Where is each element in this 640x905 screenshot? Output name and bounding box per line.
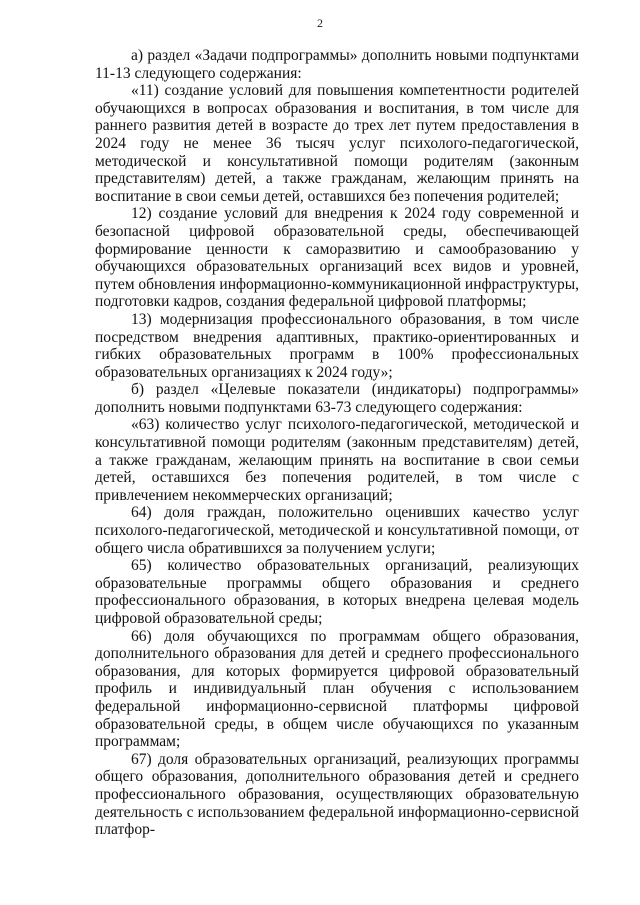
document-body [95, 47, 579, 839]
page-number: 2 [317, 16, 323, 30]
paragraph-item-64: 64) доля граждан, положительно оценивших качество услуг психолого-педагогической, методической и консультативной помощи, от общего числа обратившихся за получением услуги; [95, 504, 579, 557]
paragraph-item-12: 12) создание условий для внедрения к 2024 году современной и безопасной цифровой образовательной среды, обеспечивающей формирование ценности к саморазвитию и самообразованию у обучающихся образовательных организаций всех видов и уровней, путем обновления информационно-коммуникационной инфраструктуры, подготовки кадров, создания федеральной цифровой платформы; [95, 205, 579, 311]
paragraph-section-b: б) раздел «Целевые показатели (индикаторы) подпрограммы» дополнить новыми подпунктами 63-73 следующего содержания: [95, 381, 579, 416]
paragraph-item-63: «63) количество услуг психолого-педагогической, методической и консультативной помощи родителям (законным представителям) детей, а также гражданам, желающим принять на воспитание в свои семьи детей, оставшихся без попечения родителей, в том числе с привлечением некоммерческих организаций; [95, 416, 579, 504]
paragraph-section-a: а) раздел «Задачи подпрограммы» дополнить новыми подпунктами 11-13 следующего содержания: [95, 47, 579, 82]
paragraph-item-65: 65) количество образовательных организаций, реализующих образовательные программы общего образования и среднего профессионального образования, в которых внедрена целевая модель цифровой образовательной среды; [95, 557, 579, 627]
paragraph-item-67: 67) доля образовательных организаций, реализующих программы общего образования, дополнительного образования детей и среднего профессионального образования, осуществляющих образовательную деятельность с использованием федеральной информационно-сервисной платфор- [95, 750, 579, 839]
paragraph-item-13: 13) модернизация профессионального образования, в том числе посредством внедрения адаптивных, практико-ориентированных и гибких образовательных программ в 100% профессиональных образовательных организациях к 2024 году»; [95, 310, 579, 381]
paragraph-item-11: «11) создание условий для повышения компетентности родителей обучающихся в вопросах образования и воспитания, в том числе для раннего развития детей в возрасте до трех лет путем предоставления в 2024 году не менее 36 тысяч услуг психолого-педагогической, методической и консультативной помощи родителям (законным представителям) детей, а также гражданам, желающим принять на воспитание в свои семьи детей, оставшихся без попечения родителей; [95, 82, 579, 205]
paragraph-item-66: 66) доля обучающихся по программам общего образования, дополнительного образования для детей и среднего профессионального образования, для которых формируется цифровой образовательный профиль и индивидуальный план обучения с использованием федеральной информационно-сервисной платформы цифровой образовательной среды, в общем числе обучающихся по указанным программам; [95, 627, 579, 751]
